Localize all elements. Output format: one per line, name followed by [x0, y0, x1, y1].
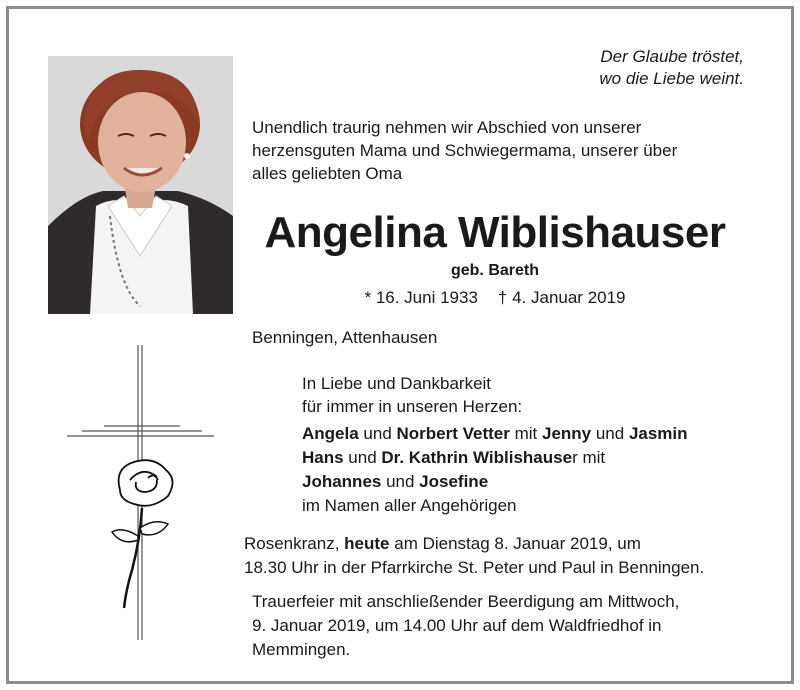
family-line: im Namen aller Angehörigen: [302, 496, 517, 515]
quote: [599, 46, 744, 90]
intro-line: herzensguten Mama und Schwiegermama, unserer über: [252, 141, 678, 160]
rosary-line: Rosenkranz, heute am Dienstag 8. Januar 2019, um: [244, 534, 641, 553]
intro-line: Unendlich traurig nehmen wir Abschied von unserer: [252, 118, 642, 137]
funeral-info: [252, 590, 762, 662]
love-text: [302, 372, 522, 418]
family-list: [302, 422, 688, 518]
funeral-line: 9. Januar 2019, um 14.00 Uhr auf dem Waldfriedhof in: [252, 616, 662, 635]
family-line: Hans und Dr. Kathrin Wiblishauser mit: [302, 448, 606, 467]
portrait-photo: [48, 56, 233, 314]
cross-rose-icon: [62, 340, 222, 645]
intro-line: alles geliebten Oma: [252, 164, 403, 183]
quote-line: wo die Liebe weint.: [599, 69, 744, 88]
birth-date: * 16. Juni 1933: [364, 288, 478, 307]
life-dates: [230, 288, 760, 308]
funeral-line: Memmingen.: [252, 640, 351, 659]
maiden-name: geb. Bareth: [450, 262, 539, 279]
family-line: Angela und Norbert Vetter mit Jenny und Jasmin: [302, 424, 688, 443]
rosary-line: 18.30 Uhr in der Pfarrkirche St. Peter und Paul in Benningen.: [244, 558, 705, 577]
love-line: In Liebe und Dankbarkeit: [302, 374, 492, 393]
intro-text: [252, 116, 772, 185]
deceased-name: Angelina Wiblishauser: [264, 208, 726, 257]
love-line: für immer in unseren Herzen:: [302, 397, 523, 416]
funeral-line: Trauerfeier mit anschließender Beerdigung am Mittwoch,: [252, 592, 680, 611]
death-date: † 4. Januar 2019: [497, 288, 626, 307]
quote-line: Der Glaube tröstet,: [600, 47, 744, 66]
family-line: Johannes und Josefine: [302, 472, 489, 491]
rosary-info: [244, 532, 764, 580]
portrait-illustration: [48, 56, 233, 314]
places: Benningen, Attenhausen: [252, 328, 438, 347]
